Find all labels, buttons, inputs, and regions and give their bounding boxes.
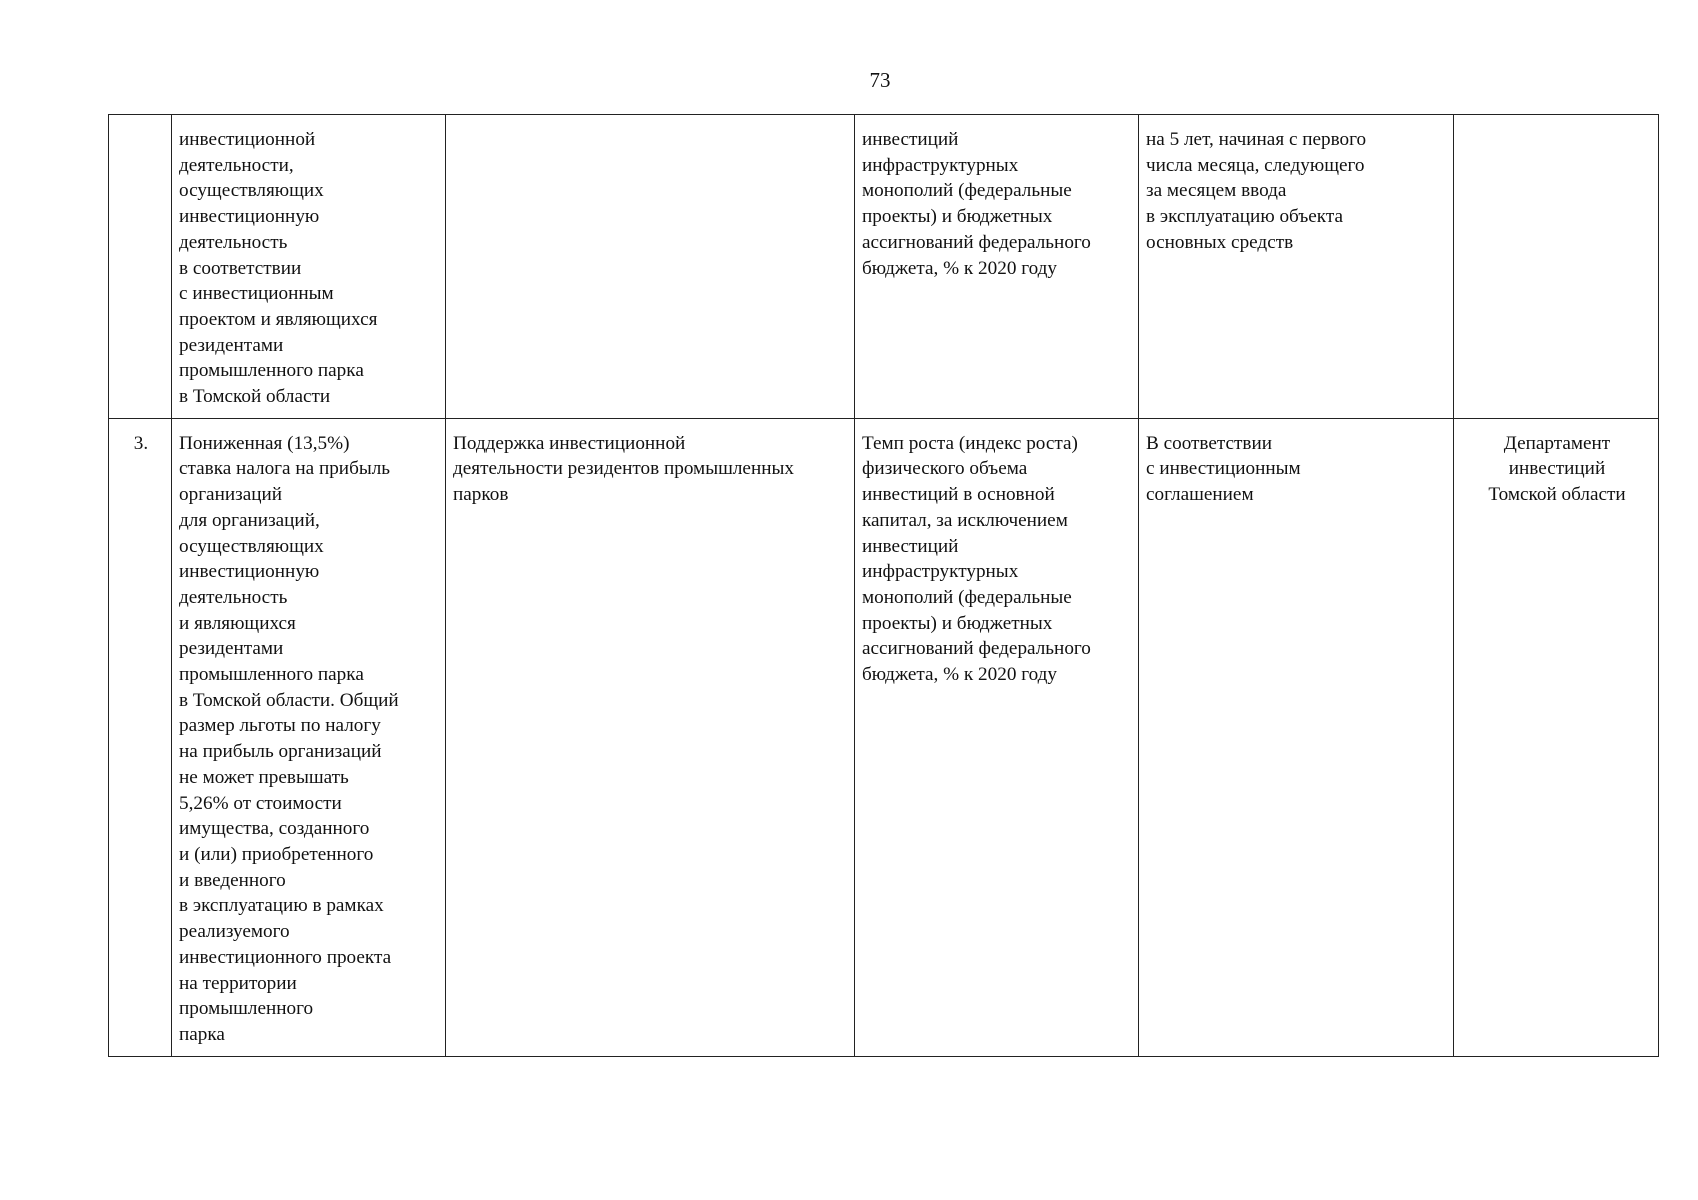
benefit-name-cell: инвестиционной деятельности, осуществляющих инвестиционную деятельность в соответствии с инвестиционным проектом и являющихся резидентами промышленного парка в Томской области <box>172 115 446 419</box>
benefit-goal-cell: Поддержка инвестиционной деятельности резидентов промышленных парков <box>446 418 855 1056</box>
table-row <box>109 115 1659 419</box>
benefit-name-cell: Пониженная (13,5%) ставка налога на прибыль организаций для организаций, осуществляющих инвестиционную деятельность и являющихся резидентами промышленного парка в Томской области. Общий размер льготы по налогу на прибыль организаций не может превышать 5,26% от стоимости имущества, созданного и (или) приобретенного и введенного в эксплуатацию в рамках реализуемого инвестиционного проекта на территории промышленного парка <box>172 418 446 1056</box>
row-number-cell <box>109 115 172 419</box>
indicator-cell: инвестиций инфраструктурных монополий (федеральные проекты) и бюджетных ассигнований федерального бюджета, % к 2020 году <box>855 115 1139 419</box>
responsible-cell: Департамент инвестиций Томской области <box>1454 418 1659 1056</box>
row-number-cell: 3. <box>109 418 172 1056</box>
indicator-cell: Темп роста (индекс роста) физического объема инвестиций в основной капитал, за исключением инвестиций инфраструктурных монополий (федеральные проекты) и бюджетных ассигнований федерального бюджета, % к 2020 году <box>855 418 1139 1056</box>
benefits-table <box>108 114 1659 1057</box>
term-cell: на 5 лет, начиная с первого числа месяца, следующего за месяцем ввода в эксплуатацию объекта основных средств <box>1139 115 1454 419</box>
responsible-cell <box>1454 115 1659 419</box>
benefit-goal-cell <box>446 115 855 419</box>
page-number: 73 <box>869 68 891 92</box>
table-row <box>109 418 1659 1056</box>
term-cell: В соответствии с инвестиционным соглашением <box>1139 418 1454 1056</box>
